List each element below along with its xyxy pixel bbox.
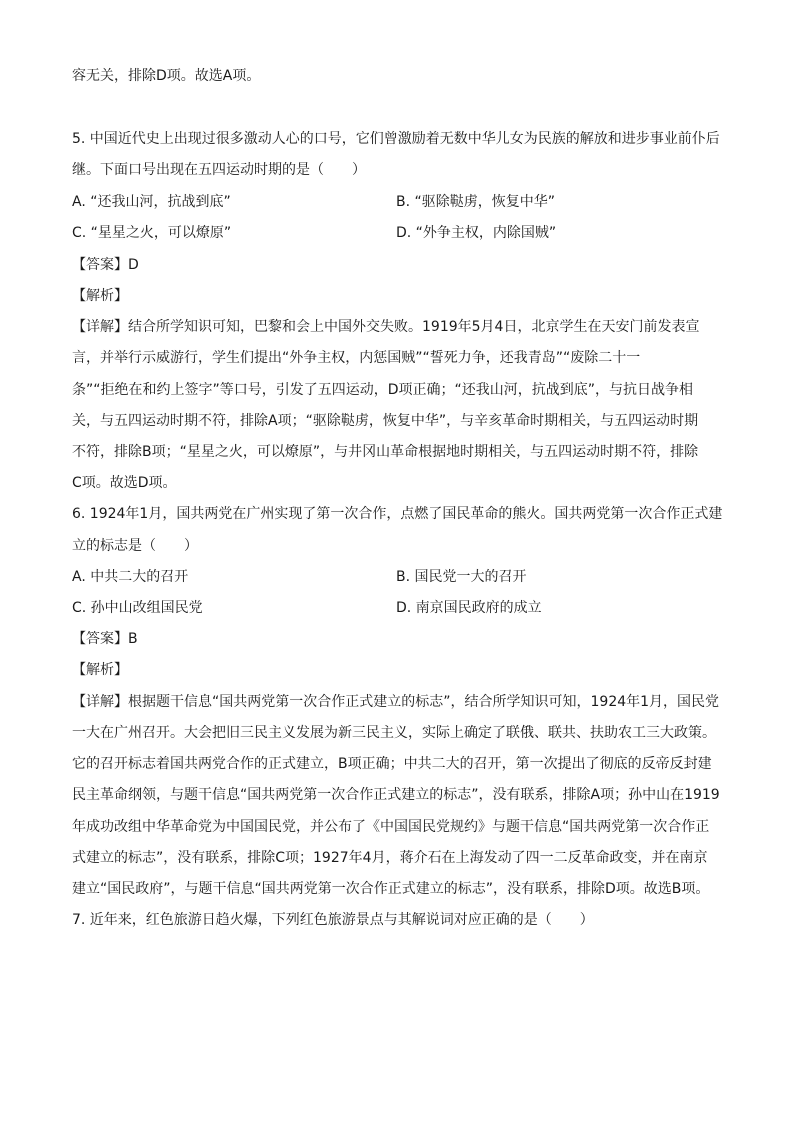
q6-detail-line-5: 年成功改组中华革命党为中国国民党，并公布了《中国国民党规约》与题干信息“国共两党第一次合作正 [72, 819, 710, 835]
q5-detail-line-6: C项。故选D项。 [72, 475, 177, 491]
q6-stem-line-2: 立的标志是（ ） [72, 538, 198, 554]
q6-option-c: C. 孙中山改组国民党 [72, 600, 203, 616]
q5-stem-line-1: 5. 中国近代史上出现过很多激动人心的口号，它们曾激励着无数中华儿女为民族的解放和进步事业前仆后 [72, 131, 720, 147]
q5-option-d: D. “外争主权，内除国贼” [396, 225, 557, 241]
q7-stem-line-1: 7. 近年来，红色旅游日趋火爆，下列红色旅游景点与其解说词对应正确的是（ ） [72, 912, 594, 928]
q5-detail-line-4: 关，与五四运动时期不符，排除A项；“驱除鞑虏，恢复中华”，与辛亥革命时期相关，与五四运动时期 [72, 413, 699, 429]
q6-option-d: D. 南京国民政府的成立 [396, 600, 542, 616]
q6-stem-line-1: 6. 1924年1月，国共两党在广州实现了第一次合作，点燃了国民革命的熊火。国共两党第一次合作正式建 [72, 506, 723, 522]
q5-detail-line-2: 言，并举行示威游行，学生们提出“外争主权，内惩国贼”“誓死力争，还我青岛”“废除二十一 [72, 350, 641, 366]
q4-tail-text: 容无关，排除D项。故选A项。 [72, 68, 261, 84]
q6-answer: 【答案】B [72, 631, 138, 647]
q6-detail-line-7: 建立“国民政府”，与题干信息“国共两党第一次合作正式建立的标志”，没有联系，排除D项。故选B项。 [72, 881, 710, 897]
q5-stem-line-2: 继。下面口号出现在五四运动时期的是（ ） [72, 162, 366, 178]
q5-detail-line-1: 【详解】结合所学知识可知，巴黎和会上中国外交失败。1919年5月4日，北京学生在天安门前发表宣 [72, 319, 700, 335]
q5-detail-line-5: 不符，排除B项；“星星之火，可以燎原”，与井冈山革命根据地时期相关，与五四运动时期不符，排除 [72, 444, 699, 460]
q6-detail-line-1: 【详解】根据题干信息“国共两党第一次合作正式建立的标志”，结合所学知识可知，1924年1月，国民党 [72, 694, 720, 710]
q5-option-c: C. “星星之火，可以燎原” [72, 225, 232, 241]
q6-detail-line-4: 民主革命纲领，与题干信息“国共两党第一次合作正式建立的标志”，没有联系，排除A项；孙中山在1919 [72, 787, 720, 803]
q6-detail-line-3: 它的召开标志着国共两党合作的正式建立，B项正确；中共二大的召开，第一次提出了彻底的反帝反封建 [72, 756, 712, 772]
q5-detail-line-3: 条”“拒绝在和约上签字”等口号，引发了五四运动，D项正确；“还我山河，抗战到底”，与抗日战争相 [72, 382, 694, 398]
q5-analysis-label: 【解析】 [72, 288, 128, 304]
q6-detail-line-2: 一大在广州召开。大会把旧三民主义发展为新三民主义，实际上确定了联俄、联共、扶助农工三大政策。 [72, 725, 716, 741]
q5-answer: 【答案】D [72, 257, 139, 273]
q5-option-a: A. “还我山河，抗战到底” [72, 194, 231, 210]
q6-option-a: A. 中共二大的召开 [72, 569, 189, 585]
q6-option-b: B. 国民党一大的召开 [396, 569, 527, 585]
q6-analysis-label: 【解析】 [72, 662, 128, 678]
q6-detail-line-6: 式建立的标志”，没有联系，排除C项；1927年4月，蒋介石在上海发动了四一二反革命政变，并在南京 [72, 850, 708, 866]
q5-option-b: B. “驱除鞑虏，恢复中华” [396, 194, 556, 210]
